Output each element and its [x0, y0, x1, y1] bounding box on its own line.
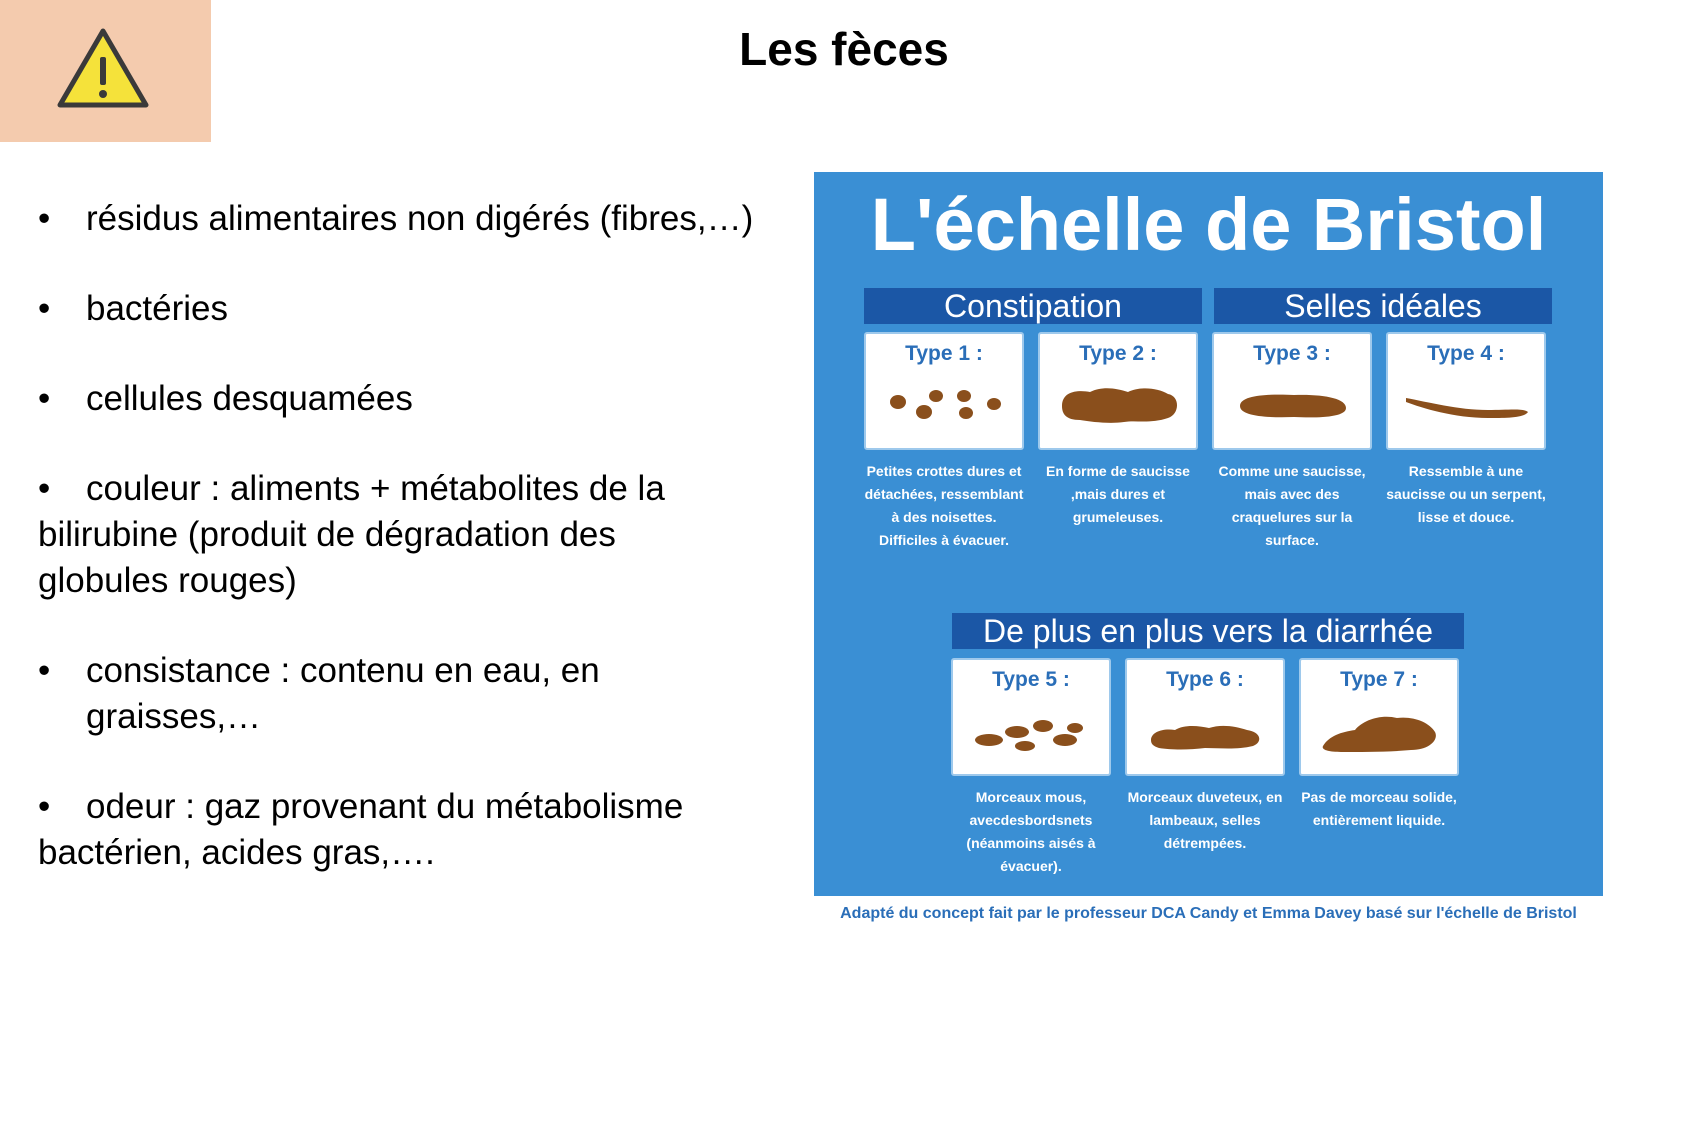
type-3-label: Type 3 : — [1253, 342, 1331, 365]
type-6-card — [1125, 658, 1285, 776]
type-5-card — [951, 658, 1111, 776]
section-constipation: Constipation — [864, 288, 1202, 324]
infographic-footer: Adapté du concept fait par le professeur DCA Candy et Emma Davey basé sur l'échelle de Bristol — [814, 896, 1603, 960]
stool-type-3-icon — [1214, 380, 1370, 440]
bullet-text: bactéries — [86, 289, 229, 328]
bullet-item — [38, 286, 818, 332]
type-3-card — [1212, 332, 1372, 450]
stool-type-4-icon — [1388, 380, 1544, 440]
bullet-marker: • — [38, 379, 51, 418]
type-1-description: Petites crottes dures et détachées, ressemblant à des noisettes. Difficiles à évacuer. — [864, 463, 1024, 548]
type-7-card — [1299, 658, 1459, 776]
bullet-item — [38, 196, 818, 242]
bristol-scale-infographic — [814, 172, 1603, 960]
type-1-label: Type 1 : — [905, 342, 983, 365]
stool-type-7-icon — [1301, 706, 1457, 766]
type-6-description: Morceaux duveteux, en lambeaux, selles détrempées. — [1127, 789, 1283, 851]
type-4-description: Ressemble à une saucisse ou un serpent, lisse et douce. — [1386, 463, 1546, 525]
bullet-text: odeur : gaz provenant du métabolisme bactérien, acides gras,…. — [38, 787, 684, 872]
type-1-card — [864, 332, 1024, 450]
bullet-marker: • — [38, 199, 51, 238]
type-2-label: Type 2 : — [1079, 342, 1157, 365]
bullet-list — [38, 196, 818, 920]
bullet-marker: • — [38, 651, 51, 690]
bullet-text: résidus alimentaires non digérés (fibres,…) — [86, 199, 754, 238]
bullet-marker: • — [38, 787, 51, 826]
bullet-text: consistance : contenu en eau, en graisses,… — [86, 651, 600, 736]
type-3-description: Comme une saucisse, mais avec des craquelures sur la surface. — [1218, 463, 1366, 548]
bullet-text: cellules desquamées — [86, 379, 413, 418]
bullet-marker: • — [38, 289, 51, 328]
type-2-description: En forme de saucisse ,mais dures et grumeleuses. — [1046, 463, 1190, 525]
stool-type-1-icon — [866, 380, 1022, 440]
type-7-label: Type 7 : — [1340, 668, 1418, 691]
slide-title: Les fèces — [739, 23, 949, 75]
type-4-label: Type 4 : — [1427, 342, 1505, 365]
bullet-item — [38, 648, 706, 740]
bullet-marker: • — [38, 469, 51, 508]
type-5-description: Morceaux mous, avecdesbordsnets (néanmoins aisés à évacuer). — [966, 789, 1096, 874]
section-ideal: Selles idéales — [1214, 288, 1552, 324]
type-4-card — [1386, 332, 1546, 450]
stool-type-6-icon — [1127, 706, 1283, 766]
bullet-text: couleur : aliments + métabolites de la bilirubine (produit de dégradation des globules rouges) — [38, 469, 665, 600]
infographic-title: L'échelle de Bristol — [870, 183, 1547, 266]
type-7-description: Pas de morceau solide, entièrement liquide. — [1301, 789, 1457, 828]
type-5-label: Type 5 : — [992, 668, 1070, 691]
section-diarrhea: De plus en plus vers la diarrhée — [952, 613, 1464, 649]
bullet-item — [38, 466, 738, 604]
bullet-item — [38, 784, 758, 876]
type-2-card — [1038, 332, 1198, 450]
bullet-item — [38, 376, 818, 422]
stool-type-5-icon — [953, 706, 1109, 766]
stool-type-2-icon — [1040, 380, 1196, 440]
type-6-label: Type 6 : — [1166, 668, 1244, 691]
